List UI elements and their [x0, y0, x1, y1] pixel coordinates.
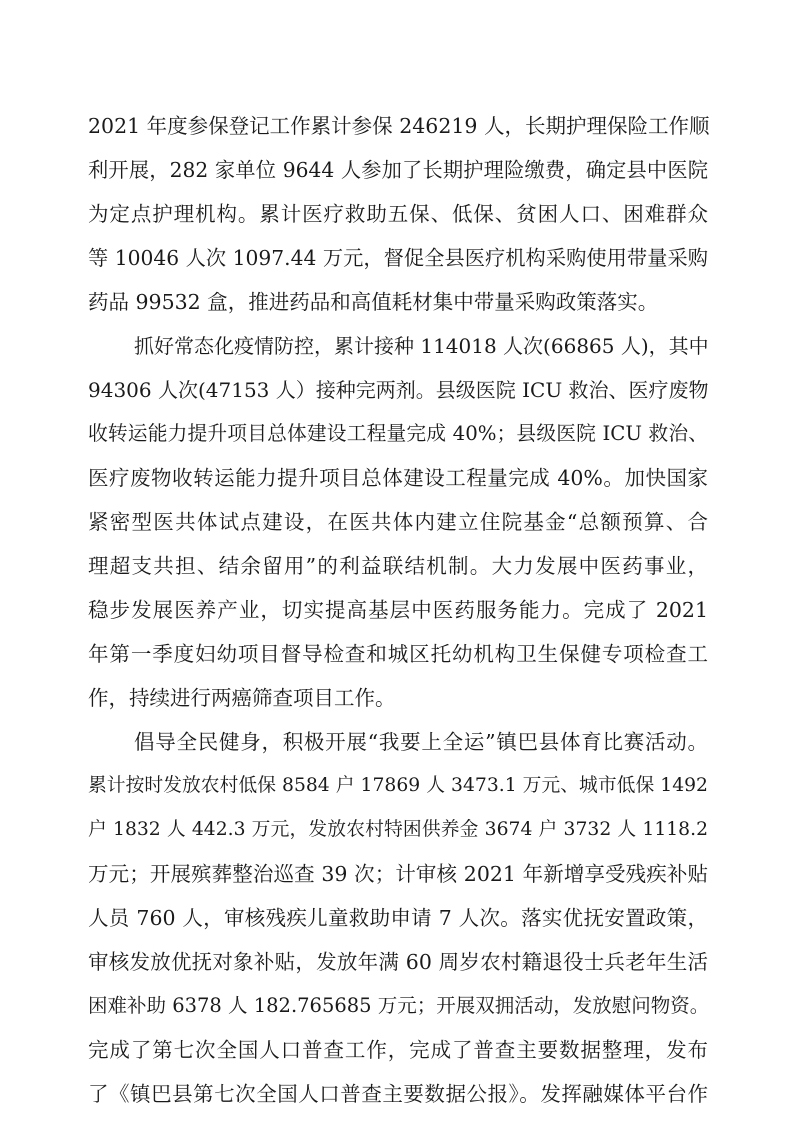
text-line: 稳步发展医养产业，切实提高基层中医药服务能力。完成了 2021: [88, 598, 708, 622]
text-line: 完成了第七次全国人口普查工作，完成了普查主要数据整理，发布: [88, 1038, 708, 1062]
text-line: 作，持续进行两癌筛查项目工作。: [88, 686, 396, 710]
text-line: 人员 760 人，审核残疾儿童救助申请 7 人次。落实优抚安置政策，: [88, 906, 708, 930]
text-line: 等 10046 人次 1097.44 万元，督促全县医疗机构采购使用带量采购: [88, 246, 708, 270]
text-line: 了《镇巴县第七次全国人口普查主要数据公报》。发挥融媒体平台作: [88, 1082, 708, 1106]
text-line: 累计按时发放农村低保 8584 户 17869 人 3473.1 万元、城市低保 1492: [88, 775, 708, 796]
text-line: 医疗废物收转运能力提升项目总体建设工程量完成 40%。加快国家: [88, 466, 708, 490]
text-line: 年第一季度妇幼项目督导检查和城区托幼机构卫生保健专项检查工: [88, 642, 708, 666]
text-line: 利开展，282 家单位 9644 人参加了长期护理险缴费，确定县中医院: [88, 158, 708, 182]
text-line: 94306 人次(47153 人）接种完两剂。县级医院 ICU 救治、医疗废物: [88, 378, 709, 402]
text-line: 抓好常态化疫情防控，累计接种 114018 人次(66865 人)，其中: [134, 334, 709, 358]
text-line: 2021 年度参保登记工作累计参保 246219 人，长期护理保险工作顺: [88, 114, 710, 138]
text-line: 困难补助 6378 人 182.765685 万元；开展双拥活动，发放慰问物资。: [88, 994, 710, 1017]
text-line: 万元；开展殡葬整治巡查 39 次；计审核 2021 年新增享受残疾补贴: [88, 862, 708, 886]
text-line: 户 1832 人 442.3 万元，发放农村特困供养金 3674 户 3732 人 1118.2: [88, 819, 708, 840]
text-line: 紧密型医共体试点建设，在医共体内建立住院基金“总额预算、合: [88, 510, 708, 534]
text-line: 倡导全民健身，积极开展“我要上全运”镇巴县体育比赛活动。: [134, 730, 708, 754]
text-line: 收转运能力提升项目总体建设工程量完成 40%；县级医院 ICU 救治、: [88, 422, 708, 445]
text-line: 理超支共担、结余留用”的利益联结机制。大力发展中医药事业，: [88, 554, 708, 578]
text-line: 审核发放优抚对象补贴，发放年满 60 周岁农村籍退役士兵老年生活: [88, 950, 708, 974]
text-line: 药品 99532 盒，推进药品和高值耗材集中带量采购政策落实。: [88, 290, 659, 314]
text-line: 为定点护理机构。累计医疗救助五保、低保、贫困人口、困难群众: [88, 202, 708, 226]
